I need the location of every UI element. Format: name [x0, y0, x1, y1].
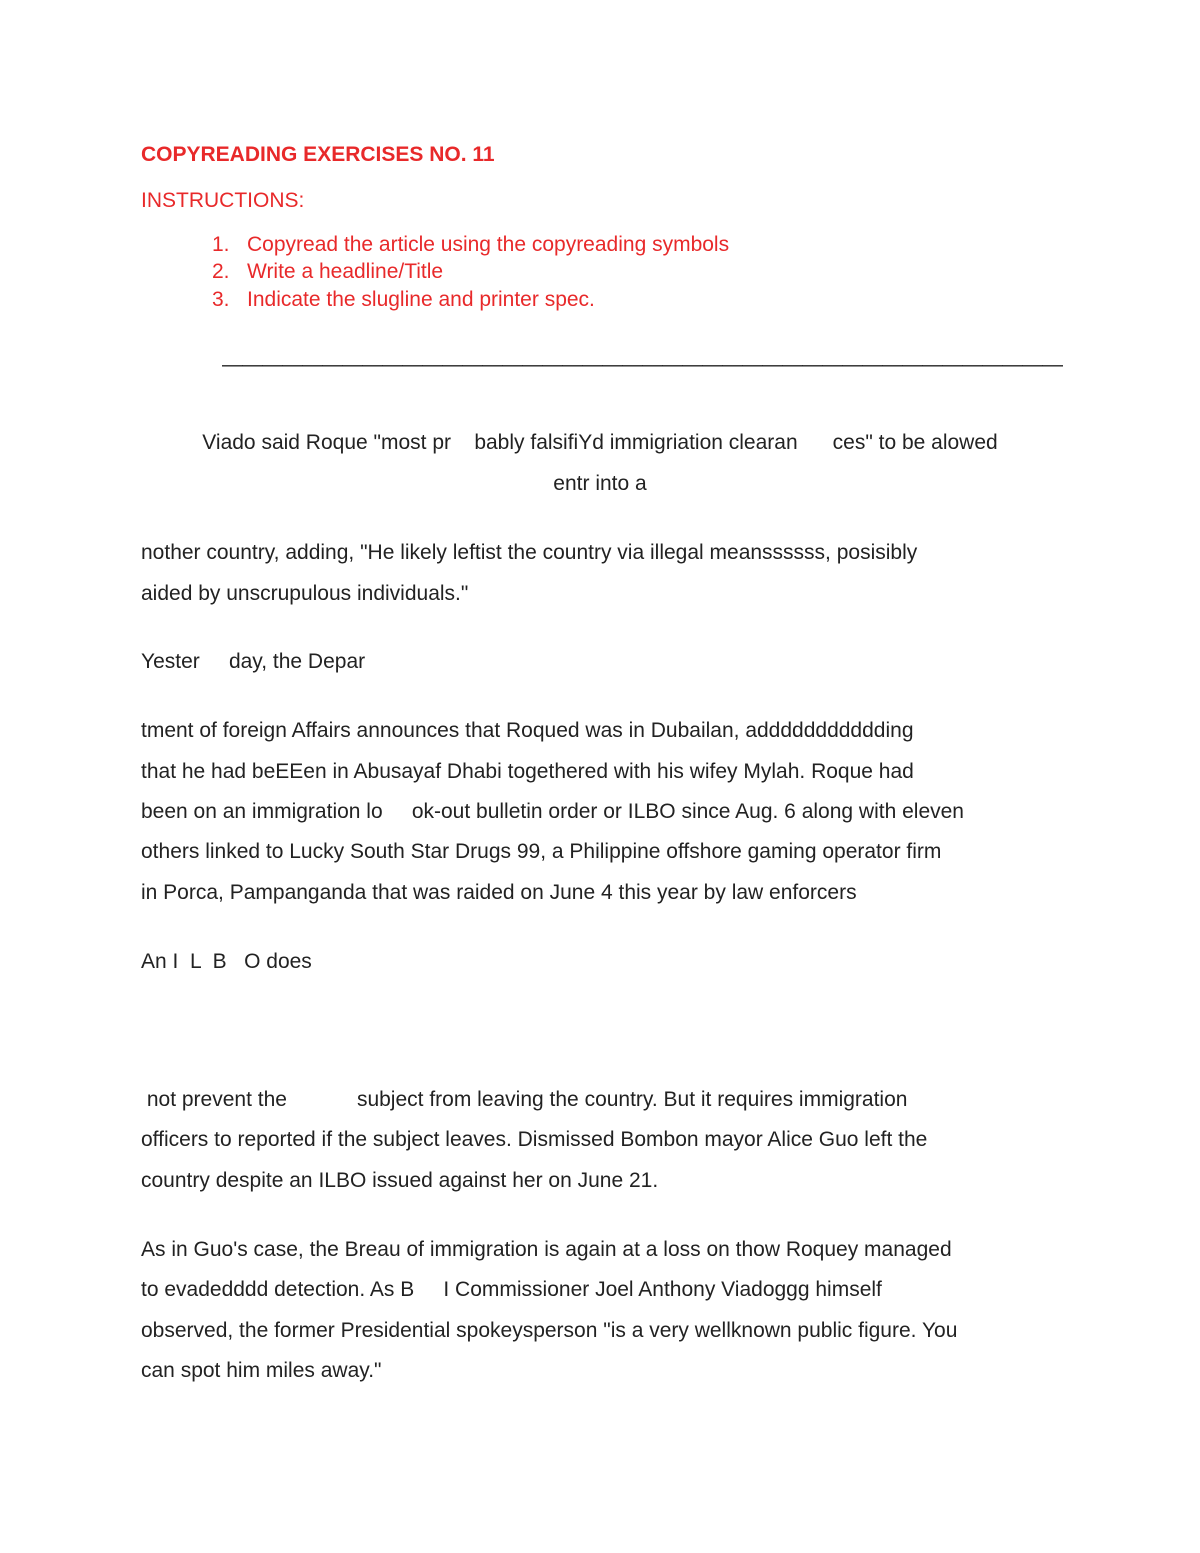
- paragraph-line: tment of foreign Affairs announces that Roqued was in Dubailan, addddddddddding: [141, 719, 914, 742]
- instruction-text: Write a headline/Title: [247, 260, 444, 283]
- instruction-text: Copyread the article using the copyreading symbols: [247, 233, 730, 256]
- paragraph-line: country despite an ILBO issued against her on June 21.: [141, 1169, 659, 1192]
- paragraph-line: Yester day, the Depar: [141, 650, 366, 673]
- paragraph-line: aided by unscrupulous individuals.": [141, 582, 469, 605]
- paragraph-line: not prevent the subject from leaving the country. But it requires immigration: [141, 1088, 908, 1111]
- paragraph-line: As in Guo's case, the Breau of immigration is again at a loss on thow Roquey managed: [141, 1238, 952, 1261]
- centered-line: Viado said Roque "most pr bably falsifiYd immigriation clearan ces" to be alowed: [202, 431, 998, 454]
- paragraph-line: that he had beEEen in Abusayaf Dhabi togethered with his wifey Mylah. Roque had: [141, 760, 914, 783]
- paragraph-line: to evadedddd detection. As B I Commissioner Joel Anthony Viadoggg himself: [141, 1278, 882, 1301]
- centered-line: entr into a: [553, 472, 647, 495]
- paragraph-line: in Porca, Pampanganda that was raided on June 4 this year by law enforcers: [141, 881, 857, 904]
- instruction-text: Indicate the slugline and printer spec.: [247, 288, 595, 311]
- paragraph-line: been on an immigration lo ok-out bulletin order or ILBO since Aug. 6 along with eleven: [141, 800, 964, 823]
- instructions-label: INSTRUCTIONS:: [141, 189, 305, 212]
- instruction-number: 1.: [212, 233, 230, 256]
- paragraph-line: officers to reported if the subject leaves. Dismissed Bombon mayor Alice Guo left the: [141, 1128, 928, 1151]
- paragraph-line: can spot him miles away.": [141, 1359, 382, 1382]
- instruction-number: 2.: [212, 260, 230, 283]
- page-title: COPYREADING EXERCISES NO. 11: [141, 143, 495, 166]
- horizontal-rule: ——————————————————————————————————————————: [222, 353, 1062, 376]
- paragraph-line: An I L B O does: [141, 950, 312, 973]
- instruction-number: 3.: [212, 288, 230, 311]
- paragraph-line: observed, the former Presidential spokeysperson "is a very wellknown public figure. You: [141, 1319, 958, 1342]
- paragraph-line: others linked to Lucky South Star Drugs 99, a Philippine offshore gaming operator firm: [141, 840, 942, 863]
- paragraph-line: nother country, adding, "He likely leftist the country via illegal meanssssss, posisibly: [141, 541, 918, 564]
